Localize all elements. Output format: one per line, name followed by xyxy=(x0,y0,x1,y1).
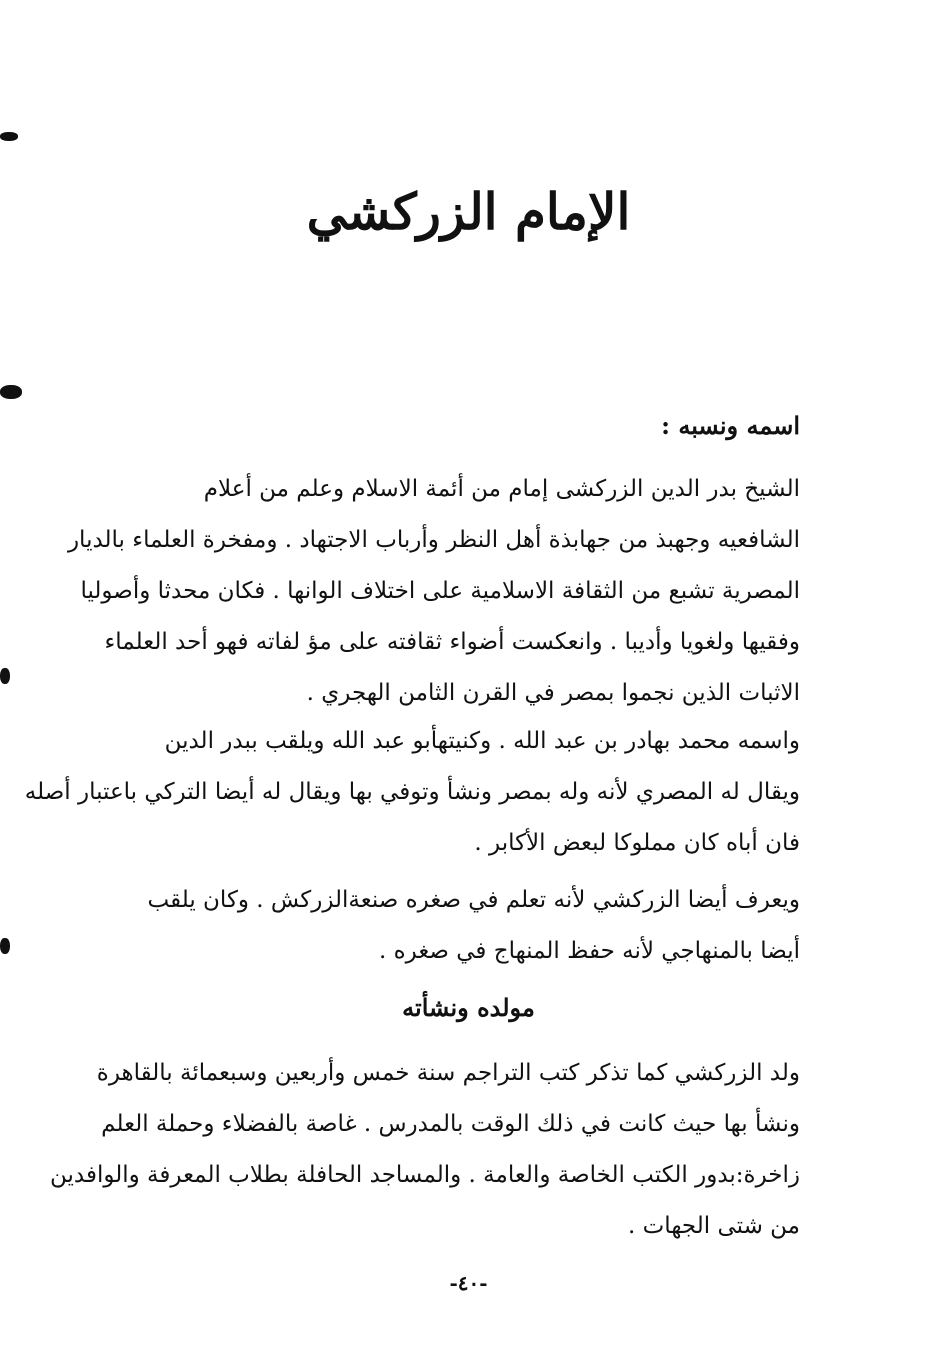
page-number: -٤٠- xyxy=(449,1271,488,1295)
scan-mark xyxy=(0,385,22,399)
section-heading: اسمه ونسبه : xyxy=(661,411,800,440)
text-line: الاثبات الذين نجموا بمصر في القرن الثامن الهجري . xyxy=(306,680,800,706)
text-line: وفقيها ولغويا وأديبا . وانعكست أضواء ثقافته على مؤ لفاته فهو أحد العلماء xyxy=(104,629,800,655)
scan-mark xyxy=(0,938,10,954)
text-line: من شتى الجهات . xyxy=(628,1213,800,1239)
section-name-and-lineage xyxy=(108,400,800,451)
text-line: المصرية تشبع من الثقافة الاسلامية على اختلاف الوانها . فكان محدثا وأصوليا xyxy=(80,578,800,604)
paragraph xyxy=(49,1048,800,1252)
text-line: زاخرة:بدور الكتب الخاصة والعامة . والمساجد الحافلة بطلاب المعرفة والوافدين xyxy=(49,1162,800,1188)
paragraph xyxy=(24,716,800,869)
text-line: فان أباه كان مملوكا لبعض الأكابر . xyxy=(474,830,800,856)
paragraph xyxy=(108,875,800,977)
text-line: الشيخ بدر الدين الزركشى إمام من أئمة الاسلام وعلم من أعلام xyxy=(203,476,800,502)
page-title: الإمام الزركشي xyxy=(306,182,631,241)
text-line: ويقال له المصري لأنه وله بمصر ونشأ وتوفي بها ويقال له أيضا التركي باعتبار أصله xyxy=(24,779,800,805)
paragraph xyxy=(67,464,800,719)
section-heading: مولده ونشأته xyxy=(402,993,535,1022)
text-line: الشافعيه وجهبذ من جهابذة أهل النظر وأرباب الاجتهاد . ومفخرة العلماء بالديار xyxy=(67,527,800,553)
scan-mark xyxy=(0,132,18,141)
text-line: ونشأ بها حيث كانت في ذلك الوقت بالمدرس . غاصة بالفضلاء وحملة العلم xyxy=(101,1111,800,1137)
text-line: ويعرف أيضا الزركشي لأنه تعلم في صغره صنعةالزركش . وكان يلقب xyxy=(147,887,800,913)
text-line: ولد الزركشي كما تذكر كتب التراجم سنة خمس وأربعين وسبعمائة بالقاهرة xyxy=(96,1060,800,1086)
text-line: أيضا بالمنهاجي لأنه حفظ المنهاج في صغره . xyxy=(378,938,800,964)
text-line: واسمه محمد بهادر بن عبد الله . وكنيتهأبو عبد الله ويلقب ببدر الدين xyxy=(164,728,800,754)
scan-mark xyxy=(0,668,10,684)
